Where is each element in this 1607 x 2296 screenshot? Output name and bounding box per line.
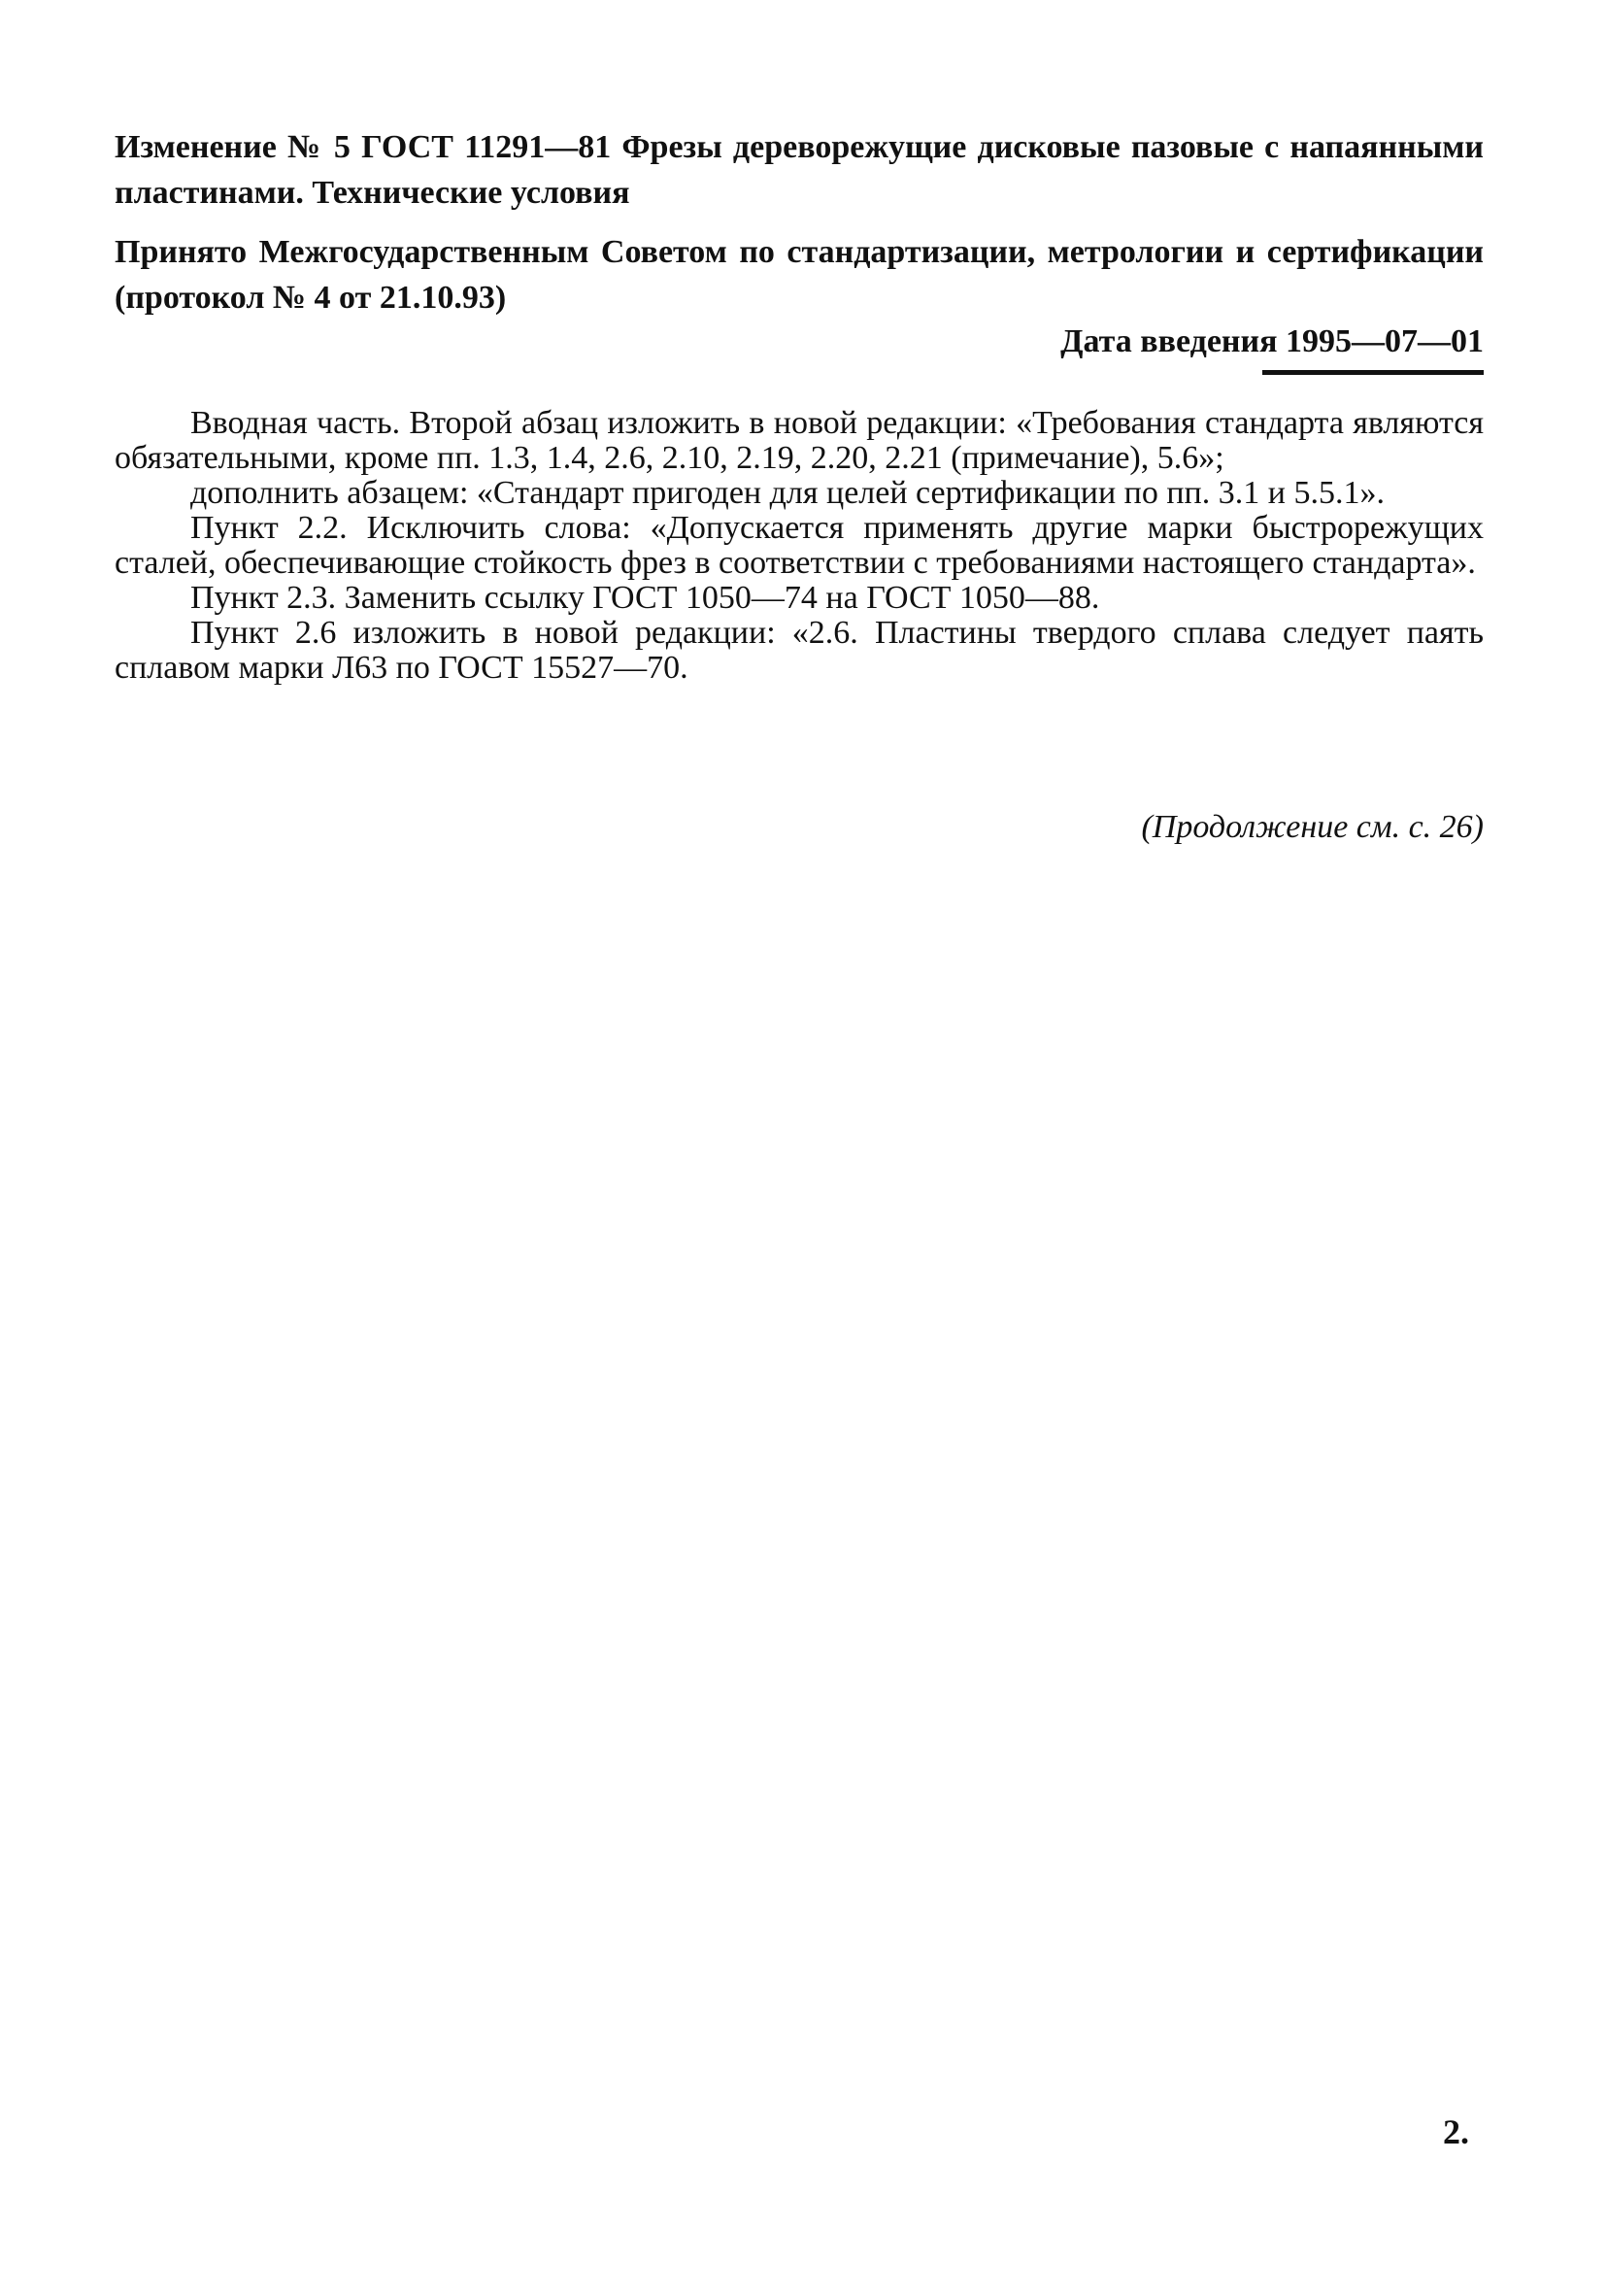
- amendment-body: [115, 406, 1484, 686]
- page-number: 2.: [1443, 2112, 1469, 2151]
- paragraph-item-2-3: Пункт 2.3. Заменить ссылку ГОСТ 1050—74 на ГОСТ 1050—88.: [190, 580, 1100, 616]
- amendment-title: Изменение № 5 ГОСТ 11291—81 Фрезы дереворежущие дисковые пазовые с напаянными пластинами. Технические условия: [115, 129, 1484, 211]
- date-underline: [1262, 370, 1484, 375]
- paragraph-item-2-6: Пункт 2.6 изложить в новой редакции: «2.6. Пластины твердого сплава следует паять сплавом марки Л63 по ГОСТ 15527—70.: [115, 615, 1484, 686]
- paragraph-item-2-2: Пункт 2.2. Исключить слова: «Допускается применять другие марки быстрорежущих сталей, обеспечивающие стойкость фрез в соответствии с требованиями настоящего стандарта».: [115, 510, 1484, 581]
- effective-date-value: 1995—07—01: [1286, 323, 1484, 359]
- continuation-note: (Продолжение см. с. 26): [1141, 809, 1484, 845]
- effective-date-line: [1060, 319, 1484, 364]
- adoption-statement: Принято Межгосударственным Советом по стандартизации, метрологии и сертификации (протокол № 4 от 21.10.93): [115, 234, 1484, 316]
- paragraph-intro-part: Вводная часть. Второй абзац изложить в новой редакции: «Требования стандарта являются обязательными, кроме пп. 1.3, 1.4, 2.6, 2.10, 2.19, 2.20, 2.21 (примечание), 5.6»;: [115, 405, 1484, 476]
- effective-date-label: Дата введения: [1060, 323, 1278, 359]
- paragraph-certification: дополнить абзацем: «Стандарт пригоден для целей сертификации по пп. 3.1 и 5.5.1».: [190, 475, 1385, 511]
